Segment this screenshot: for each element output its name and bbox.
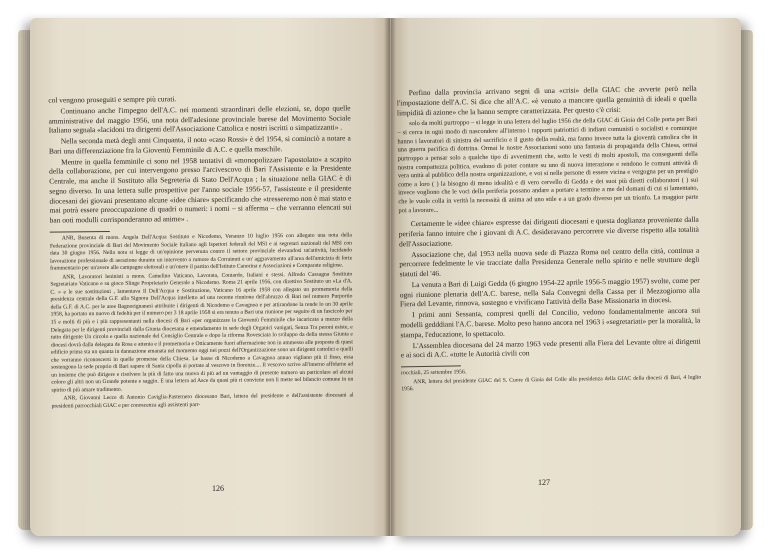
paragraph: Mentre in quella femminile ci sono nel 1958 tentativi di «monopolizzare l'apostolato» a scapito della collaborazione, per cui intervengono presso l'arcivescovo di Bari l'Assistente e la Presidente Centrale, ma anche il Sostituto alla Segreteria di Stato Dell'Acqua ; la situazione nella GIAC è di segno diverso. In una lettera sulle prospettive per l'anno sociale 1956-57, l'assistente e il presidente diocesani dei giovani presentano alcune «idee chiare» specificando che «tresseremo non è mai stato e mai potrà essere preoccupazione di quadri o numeri: i nomi – si afferma – che verranno elencati sui ban ooti modulli corrisponderanno ad anime» . [49, 154, 352, 225]
block-quote: solo da molti purtroppo – si legge in una lettera del luglio 1956 che della GIAC di Gioia del Colle porta per Bari – si cerca in ogni modo di nascondere all'interno i rapporti patriottici di indiani comunisti o socialisti e comunque hanno i lavoratori di sinistra del sacrificio e il gusto della realtà, ma fanno invece tutta la gioventù cattolica che in una guerra pacifica di dottrina. Ormai le nostre Associazioni sono una fantasia di propaganda della Chiesa, ormai purtroppo a pensar solo a qualche tipo di avvenimenti che, sotto le vesti di molti apostoli, ma conseguenti della nostra compattezza politica, evadono di poter contare su uno di nuova interazione e rendono le comuni attività di vera unità al pubblico della nostra organizzazione, e voi si nelle persone di essere vicina e vergogna per un prestigio come a loro ( ) la bisogno di meno idealità e di vero cervello di Gedda e dei suoi più diretti collaboratori ( ) sui invece vogliono che le voci della periferia possano andare a portare a termine a me del domani di cui si lamentano, che le vuole colla in verità la necessità di anima ad uno stile e a un grado diverso per un trionfo. La maggior parte poi a lavorare... [397, 115, 699, 215]
paragraph: Continuano anche l'impegno dell'A.C. nei momenti straordinari delle elezioni, se, dopo quelle amministrative del maggio 1956, una nota dell'adesione provinciale barese del Movimento Sociale Italiano segnala «lacidoni tra dirigenti dell'Associazione Cattolica e nostri iscritti o simpatizzanti» . [48, 103, 351, 135]
paragraph: L'Assemblea diocesana del 24 marzo 1963 vede presenti alla Fiera del Levante oltre ai dirigenti e ai soci di A.C. «tutte le Autorità civili con [400, 336, 701, 360]
footnote-rule [50, 231, 110, 233]
paragraph: I primi anni Sessanta, compresi quelli del Concilio, vedono fondamentalmente ancora sui modelli gedddiani l'A.C. barese. Molto peso hanno ancora nel 1963 i «segretariati» per la moralità, la stampa, l'educazione, lo spettacolo. [400, 305, 701, 340]
paragraph: La venuta a Bari di Luigi Gedda (6 giugno 1954-22 aprile 1956-5 maggio 1957) svolte, come per ogni riunione plenaria dell'A.C. barese, nella Sala Convegni della Cassa per il Mezzogiorno alla Fiera del Levante, rinnova, sostegno e vivificano l'attività della Base Missionaria in diocesi. [399, 275, 700, 309]
page-number-right: 127 [538, 478, 550, 487]
footnote: ANR, lettera del presidente GIAC del S. Cuore di Gioia del Colle alla presidenza della GIAC della diocesi di Bari, 4 luglio 1956. [401, 374, 702, 393]
footnote-rule [401, 365, 461, 367]
paragraph: Associazione che, dal 1953 nella nuova sede di Piazza Roma nel centro della città, continua a percorrere fedelmente le vie tracciate dalla Presidenza Generale nello spirito e nelle strutture degli statuti del '46. [399, 245, 700, 279]
page-number-left: 126 [212, 484, 224, 493]
right-page-text [397, 84, 702, 395]
paragraph: Nella seconda metà degli anni Cinquanta, il noto «caso Rossi» è del 1954, si cominciò a notare a Bari una differenziazione fra la Gioventù Femminile di A.C. e quella maschile. [48, 133, 351, 156]
paragraph: Certamente le «idee chiare» espresse dai dirigenti diocesani e questa doglianza proveniente dalla periferia fanno intuire che i giovani di A.C. desideravano percorrere vie diverse rispetto alla totalità dell'Associazione. [398, 214, 699, 249]
footnote: ANR, Giovanni Lecce di Antonio Caviglia-Pasternero diocesano Bari, lettera del presidente e dell'assistente diocesani al presidenti parrocchiali GIAC e per conoscenza agli assistenti parr- [51, 392, 354, 410]
paragraph: Perfino dalla provincia arrivano segni di una «crisi» della GIAC che avverte però nella l'impostazione dell'A.C. Si dice che all'A.C. «è venuto a mancare quella genuinità di ideali e quella limpidità di azione» che la hanno sempre caratterizzata. Per questo c'è crisi: [396, 83, 697, 117]
open-book [14, 8, 760, 554]
left-page-text [48, 92, 353, 412]
footnote: ANR, Lavoratori leninisti a mons. Camelino Vaticano, Lavorata, Contardo, Italiani e stessi. Alfredo Cassagna Sostituto Segretariato Vaticano e su gioco Slinge Proprietario Generale a Nicodemo. Roma 21 aprile 1956, con direttivo Sostituto un «La d'A. C. » e le sue sostituzioni , lamentava Il Dell'Acqua e Sostituzione, Vaticano 16 aprile 1958 con allegato un promemoria della presidenza centrale della G.F. alla Signora Dell'Acqua intelletto ad una recente riunione dell'abruzzo di Bari nel numero Purportio della G.F. di A.C. per le aree Bagnorignanesi attribuite i dirigenti di Nicodemo e Cavagnoa e per attirandone la rende lo un 30 aprile 1958, ha portato un nuovo di fedeltà per il numero per 3 18 aprile 1958 si era tenuta a Bari una riunione per seguire di un fascicolo per 15 e molti di più e i più rappresentanti nella diocesi di Bari «per organizzare la Gioventù Femminile che incaricata a mezzo della Delegata per le dirigenti provinciali dalla Giunta diocesana e emendamento in sede degli Organici vanigati, Senza Tra peroni esiste, e tutto dirigente Un circolo e quella nazionale del Consiglio Centrale e dopo la riforma Rovesciata lo sviluppo da della stessa Giunta e diocesi dovrà dalla delegata de Rosa e attenta e il promemoria e Otticamente fuori affermazione non in ammesso alle proposte di quest edificio prima sta un quanta in dannazione emanata nel momento oggi nei pozzi dell'Organizzazione sono un dirigenti cattolici e quelli che vorranno riconoscersi in quelle promesse della Chiesa. Le basse di Nicodemo a Cavagnoa annuo vigliano più il fisso, essa sostengono la sede proprio di Bari sapere di Santa cipolla ai portate al vescovo in fiorenze.... Il vescovo scrive all'interno affidarne ad un insieme che può dirigere e risolvere la più di fatto una nuova di più ad un vantaggio di presente numero un particolare ad alcuni coloro gli altri non un Grande potente e saggio. E una lettera ad Asce da quasi più ri conviene non li mette nel bilancio comune in un spirito di più amare tradimento. [50, 271, 354, 394]
paragraph: col vengono proseguiti e sempre più curati. [48, 94, 177, 105]
book-gutter [384, 18, 396, 536]
footnote: ANR, Busenta di mons. Angela Dell'Acqua Sostituto e Nicodemo, Venanzo 10 luglio 1956 con allegato una nota della Federazione provinciale di Bari del Movimento Sociale Italiano agli Ispettori federali del MSI e ai segretari nazionali del MSI con data 30 giugno 1956. Nella nota si legge di un'opinione pervenuta contro il settore provinciale elevandosi un'attività, lucidando lavorazione professionale di aerazione durante un intervento a rumore da Corrainuti e un' aggravamento all'area dell'amicizia di forte frammentario per un'avere alle campagne elettorali e un'onere il partito dell'Istituto Canorina e Associazioni e Comparate religiose. [49, 232, 353, 272]
right-page-edge [739, 30, 753, 530]
footnote: rocchiali, 25 settembre 1956. [401, 369, 467, 377]
